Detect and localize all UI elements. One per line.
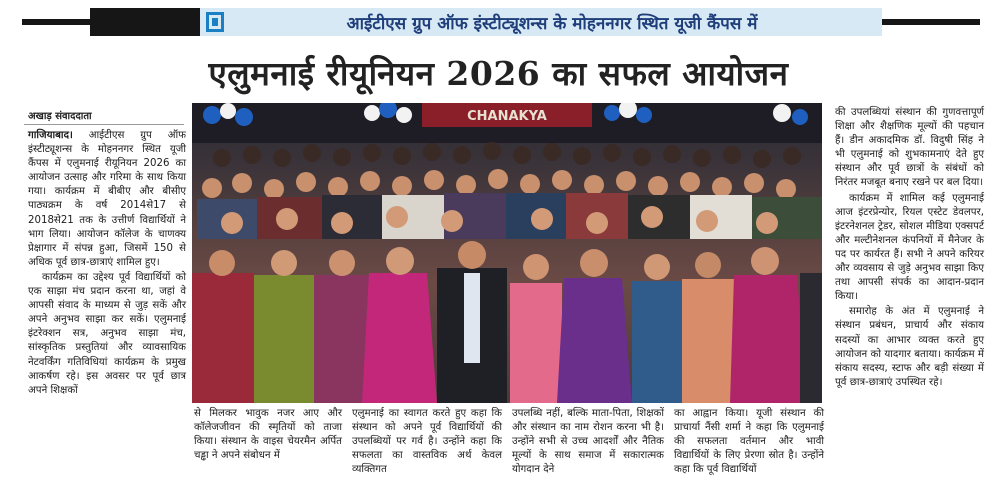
column-3	[352, 407, 502, 478]
stage-banner-text: CHANAKYA	[467, 109, 547, 124]
paragraph-col2: से मिलकर भावुक नजर आए और कॉलेजजीवन की स्मृतियों को ताजा किया। संस्थान के वाइस चेयरमैन अर्पित चड्ढा ने अपने संबोधन में	[194, 408, 342, 462]
kicker-rule-left	[22, 19, 90, 25]
paragraph-intro-text: आईटीएस ग्रुप ऑफ इंस्टीट्यूशन्स के मोहननगर स्थित यूजी कैंपस में एलुमनाई रीयूनियन 2026 का आयोजन उत्साह और गरिमा के साथ किया गया। कार्यक्रम में बीबीए और बीसीए पाठ्यक्रम के वर्ष 2014से17 से 2018से21 तक के उत्तीर्ण विद्यार्थियों ने भाग लिया। आयोजन कॉलेज के चाणक्य प्रेक्षागार में संपन्न हुआ, जिसमें 150 से अधिक पूर्व छात्र-छात्राएं शामिल हुए।	[28, 130, 186, 268]
paragraph-col5: का आह्वान किया। यूजी संस्थान की प्राचार्या नैंसी शर्मा ने कहा कि एलुमनाई की सफलता वर्तमान और भावी विद्यार्थियों के लिए प्रेरणा स्रोत है। उन्होंने कहा कि पूर्व विद्यार्थियों	[674, 408, 824, 476]
byline-rule	[24, 124, 184, 125]
front-row-people	[192, 241, 822, 403]
kicker-bar	[22, 8, 980, 36]
headline: एलुमनाई रीयूनियन 2026 का सफल आयोजन	[208, 54, 789, 93]
paragraph-col3: एलुमनाई का स्वागत करते हुए कहा कि संस्थान को अपने पूर्व विद्यार्थियों की उपलब्धियों पर गर्व है। उन्होंने कहा कि सफलता का वास्तविक अर्थ केवल व्यक्तिगत	[352, 408, 502, 476]
paragraph-intro	[28, 129, 186, 270]
paragraph-closing: समारोह के अंत में एलुमनाई ने संस्थान प्रबंधन, प्राचार्य और संकाय सदस्यों का आभार व्यक्त करते हुए आयोजन को यादगार बताया। कार्यक्रम में संकाय सदस्य, स्टाफ और बड़ी संख्या में पूर्व छात्र-छात्राएं उपस्थित रहे।	[835, 306, 984, 388]
paragraph-alumni-roles: कार्यक्रम में शामिल कई एलुमनाई आज इंटरप्रेन्योर, रियल एस्टेट डेवलपर, इंटरनेशनल ट्रेडर, सोशल मीडिया एक्सपर्ट और मल्टीनेशनल कंपनियों में मैनेजर के पद पर कार्यरत हैं। सभी ने अपने करियर और व्यवसाय से जुड़े अनुभव साझा किए तथा आपसी संपर्क का आदान-प्रदान किया।	[835, 192, 984, 303]
column-4	[512, 407, 664, 478]
column-5	[674, 407, 824, 478]
column-1	[28, 129, 186, 399]
photo-illustration	[192, 103, 822, 403]
reunion-group-photo	[192, 103, 822, 403]
byline: अखाड़ संवाददाता	[28, 111, 92, 122]
crowd-back-rows	[213, 142, 801, 168]
kicker-box-icon	[206, 12, 224, 32]
column-6	[835, 106, 984, 391]
paragraph-dean: की उपलब्धियां संस्थान की गुणवत्तापूर्ण शिक्षा और शैक्षणिक मूल्यों की पहचान हैं। डीन अकादमिक डॉ. विदुषी सिंह ने भी एलुमनाई को शुभकामनाएं देते हुए संस्थान और पूर्व छात्रों के संबंधों को निरंतर मजबूत बनाए रखने पर बल दिया।	[835, 107, 984, 189]
dateline: गाजियाबाद।	[28, 130, 73, 141]
kicker-rule-right	[882, 19, 980, 25]
kicker-text: आईटीएस ग्रुप ऑफ इंस्टीट्यूशन्स के मोहननगर स्थित यूजी कैंपस में	[346, 14, 758, 34]
paragraph-purpose: कार्यक्रम का उद्देश्य पूर्व विद्यार्थियों को एक साझा मंच प्रदान करना था, जहां वे आपसी संवाद के माध्यम से जुड़ सकें और अपने अनुभव साझा कर सकें। एलुमनाई इंटरेक्शन सत्र, अनुभव साझा मंच, सांस्कृतिक प्रस्तुतियां और व्यावसायिक नेटवर्किंग गतिविधियां कार्यक्रम के प्रमुख आकर्षण रहे। इस अवसर पर पूर्व छात्र अपने शिक्षकों	[28, 271, 186, 396]
paragraph-col4: उपलब्धि नहीं, बल्कि माता-पिता, शिक्षकों और संस्थान का नाम रोशन करना भी है। उन्होंने सभी से उच्च आदर्शों और नैतिक मूल्यों के साथ समाज में सकारात्मक योगदान देने	[512, 408, 664, 476]
column-2	[194, 407, 342, 464]
kicker-black-block	[90, 8, 200, 36]
